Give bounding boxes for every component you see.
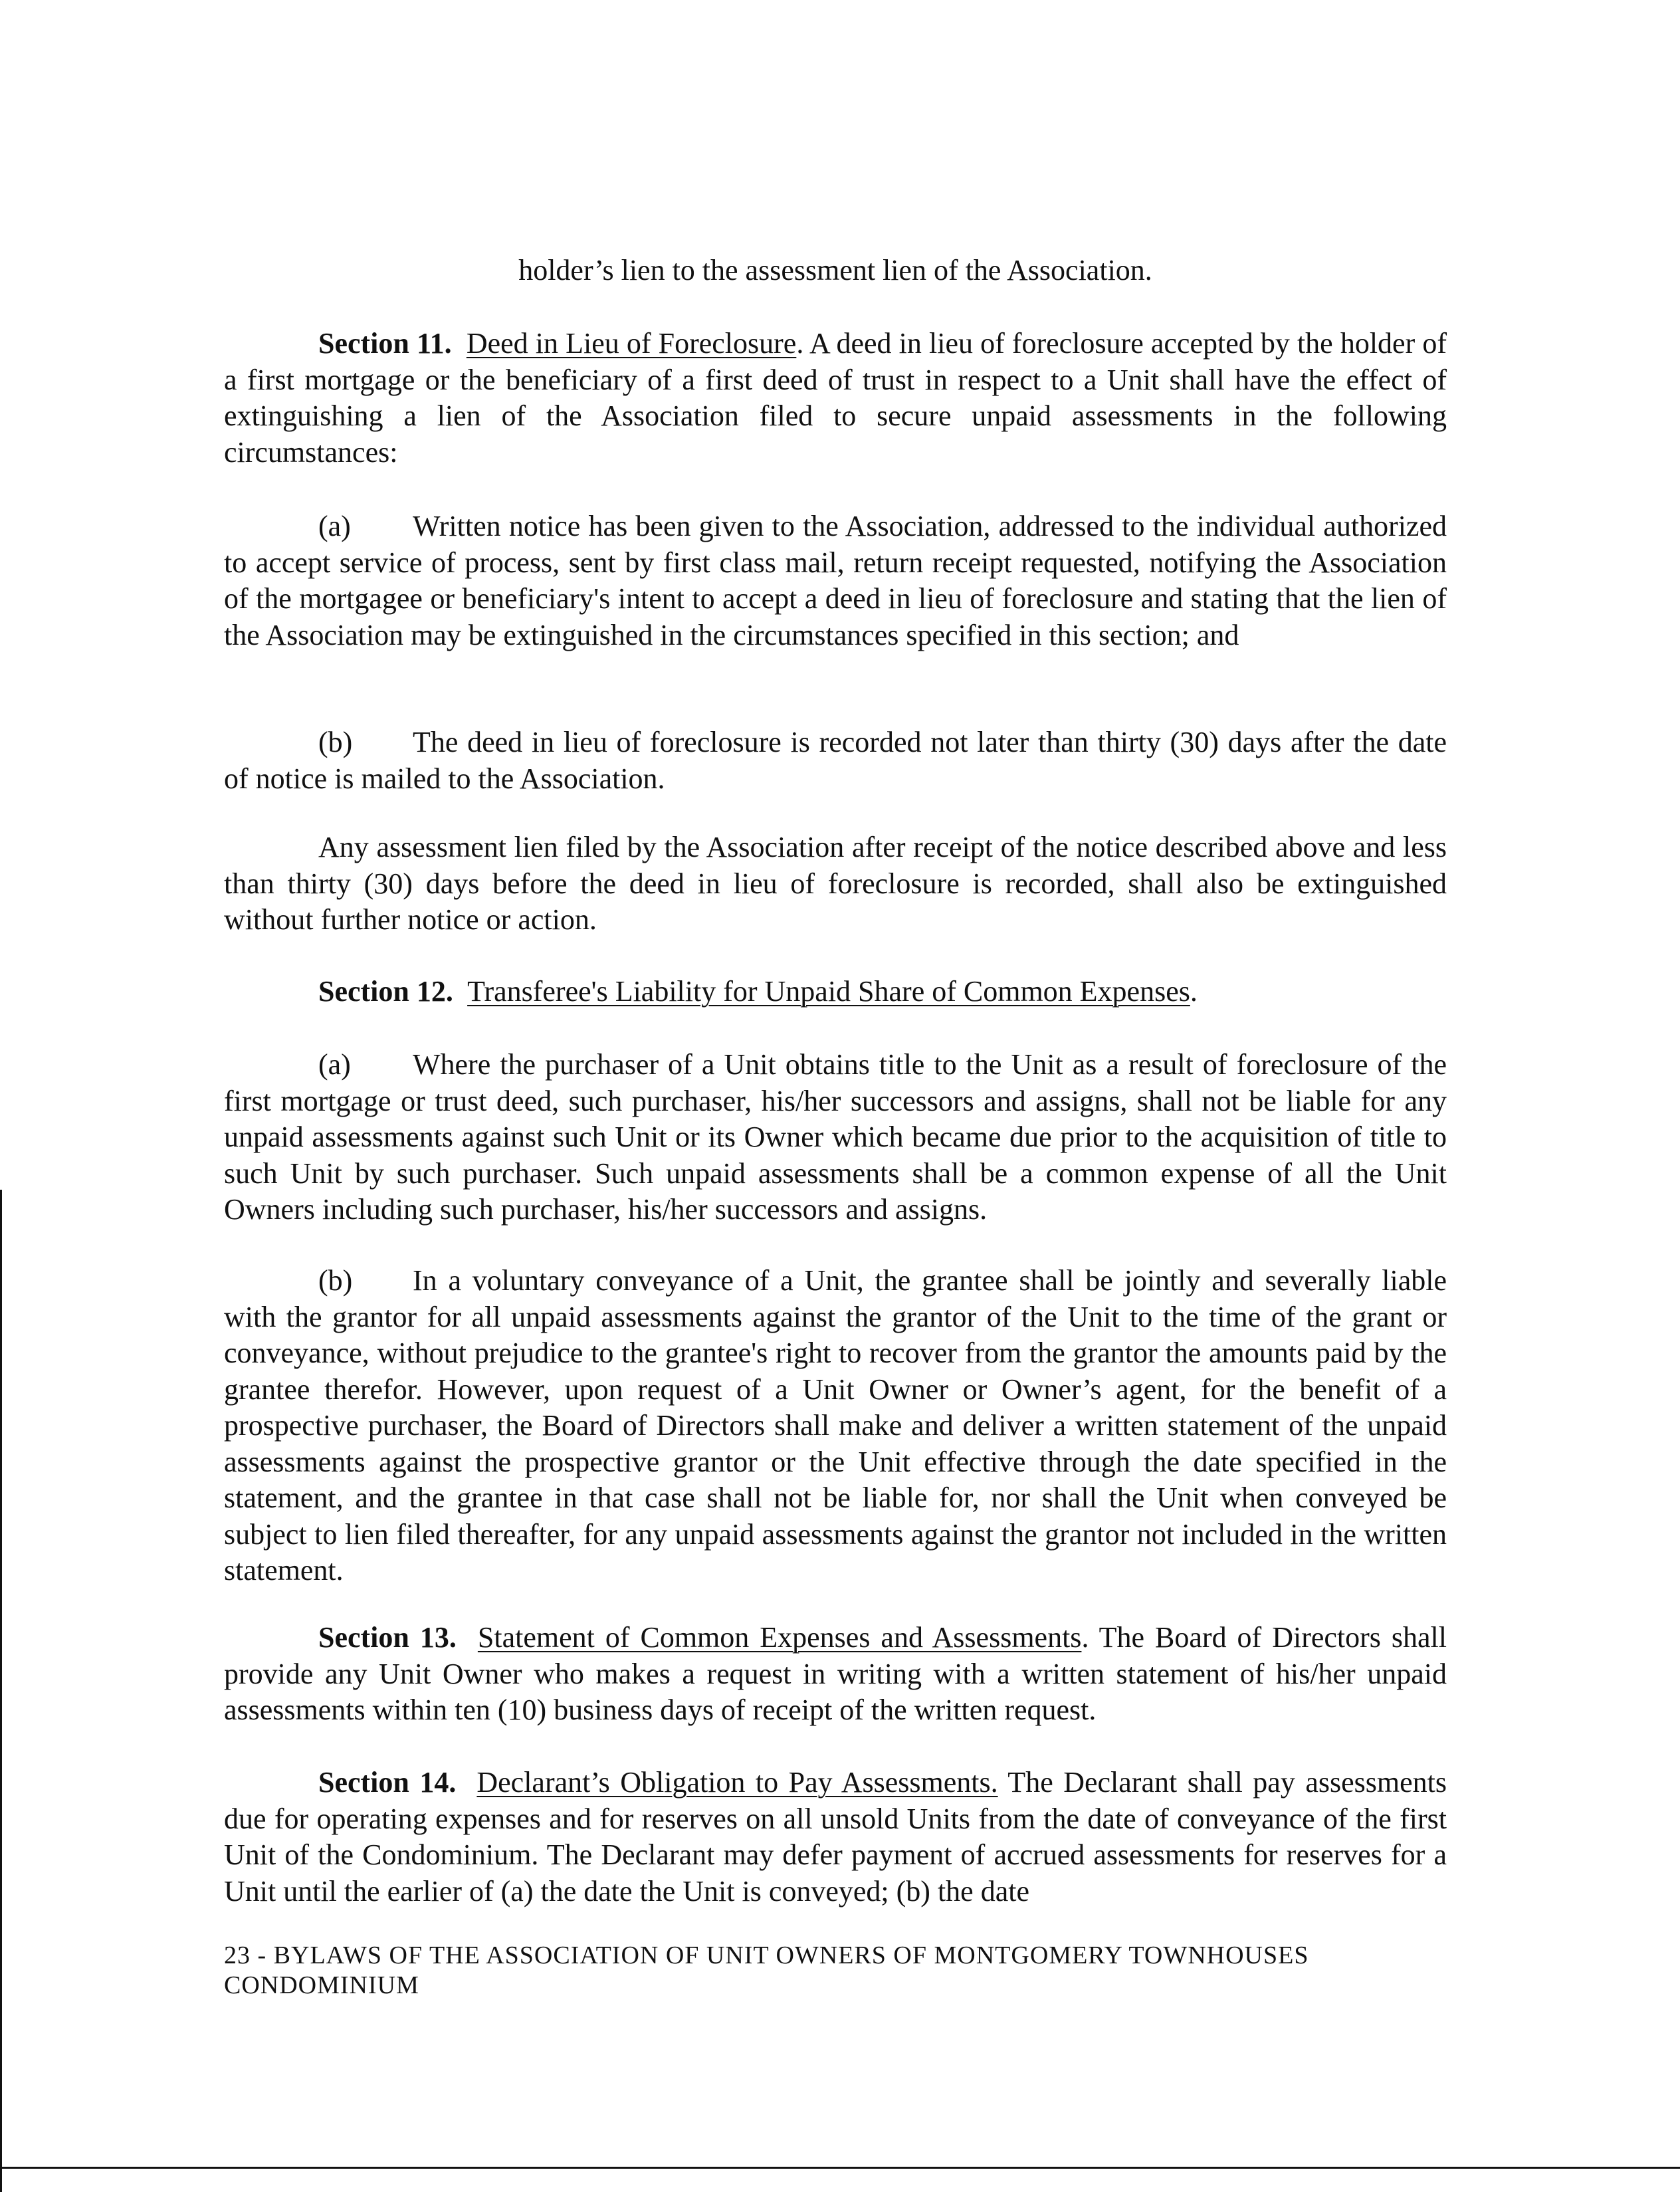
section-11-title: Deed in Lieu of Foreclosure	[466, 327, 797, 360]
section-14-heading: Section 14.	[318, 1766, 457, 1799]
item-label: (a)	[318, 1048, 351, 1081]
section-11	[224, 326, 1447, 471]
item-label: (b)	[318, 1264, 353, 1297]
footer-line-2: CONDOMINIUM	[224, 1971, 419, 1999]
item-text: Where the purchaser of a Unit obtains title to the Unit as a result of foreclosure of the first mortgage or trust deed, such purchaser, his/her successors and assigns, shall not be liable for any unpaid assessments against such Unit or its Owner which became due prior to the acquisition of title to such Unit by such purchaser. Such unpaid assessments shall be a common expense of all the Unit Owners including such purchaser, his/her successors and assigns.	[224, 1048, 1447, 1226]
section-13-heading: Section 13.	[318, 1621, 457, 1654]
section-14-body: The Declarant shall pay assessments due for operating expenses and for reserves on all unsold Units from the date of conveyance of the first Unit of the Condominium. The Declarant may defer payment of accrued assessments for reserves for a Unit until the earlier of (a) the date the Unit is conveyed; (b) the date	[224, 1766, 1447, 1908]
scan-edge-left	[0, 1190, 2, 2192]
section-11-item-b	[224, 724, 1447, 797]
section-11-body: . A deed in lieu of foreclosure accepted by the holder of a first mortgage or the beneficiary of a first deed of trust in respect to a Unit shall have the effect of extinguishing a lien of the Association filed to secure unpaid assessments in the following circumstances:	[224, 327, 1447, 469]
item-label: (a)	[318, 510, 351, 542]
section-11-item-a	[224, 508, 1447, 653]
item-text: The deed in lieu of foreclosure is recorded not later than thirty (30) days after the date of notice is mailed to the Association.	[224, 726, 1447, 795]
section-13-title: Statement of Common Expenses and Assessments	[477, 1621, 1082, 1654]
section-12-item-a	[224, 1047, 1447, 1228]
section-12-title: Transferee's Liability for Unpaid Share of Common Expenses	[467, 975, 1190, 1008]
scan-edge-bottom	[0, 2167, 1680, 2169]
item-text: In a voluntary conveyance of a Unit, the grantee shall be jointly and severally liable with the grantor for all unpaid assessments against the grantor of the Unit to the time of the grant or conveyance, without prejudice to the grantee's right to recover from the grantor the amounts paid by the grantee therefor. However, upon request of a Unit Owner or Owner’s agent, for the benefit of a prospective purchaser, the Board of Directors shall make and deliver a written statement of the unpaid assessments against the prospective grantor or the Unit effective through the date specified in the statement, and the grantee in that case shall not be liable for, nor shall the Unit when conveyed be subject to lien filed thereafter, for any unpaid assessments against the grantor not included in the written statement.	[224, 1264, 1447, 1587]
section-12-item-b	[224, 1263, 1447, 1589]
section-11-heading: Section 11.	[318, 327, 452, 360]
section-12-heading: Section 12.	[318, 975, 453, 1008]
section-12: Section 12. Transferee's Liability for Unpaid Share of Common Expenses.	[318, 975, 1198, 1008]
footer-line-1: 23 - BYLAWS OF THE ASSOCIATION OF UNIT OWNERS OF MONTGOMERY TOWNHOUSES	[224, 1941, 1309, 1969]
item-label: (b)	[318, 726, 353, 758]
section-14	[224, 1765, 1447, 1910]
item-text: Written notice has been given to the Association, addressed to the individual authorized to accept service of process, sent by first class mail, return receipt requested, notifying the Association of the mortgagee or beneficiary's intent to accept a deed in lieu of foreclosure and stating that the lien of the Association may be extinguished in the circumstances specified in this section; and	[224, 510, 1447, 651]
section-13-body: . The Board of Directors shall provide any Unit Owner who makes a request in writing with a written statement of his/her unpaid assessments within ten (10) business days of receipt of the written request.	[224, 1621, 1447, 1726]
section-14-title: Declarant’s Obligation to Pay Assessments.	[476, 1766, 998, 1799]
page-footer	[224, 1941, 1420, 2001]
section-11-paragraph	[224, 326, 1447, 471]
section-13	[224, 1620, 1447, 1729]
section-11-closing: Any assessment lien filed by the Association after receipt of the notice described above and less than thirty (30) days before the deed in lieu of foreclosure is recorded, shall also be extinguished without further notice or action.	[224, 831, 1447, 936]
continuation-line: holder’s lien to the assessment lien of the Association.	[518, 254, 1152, 286]
